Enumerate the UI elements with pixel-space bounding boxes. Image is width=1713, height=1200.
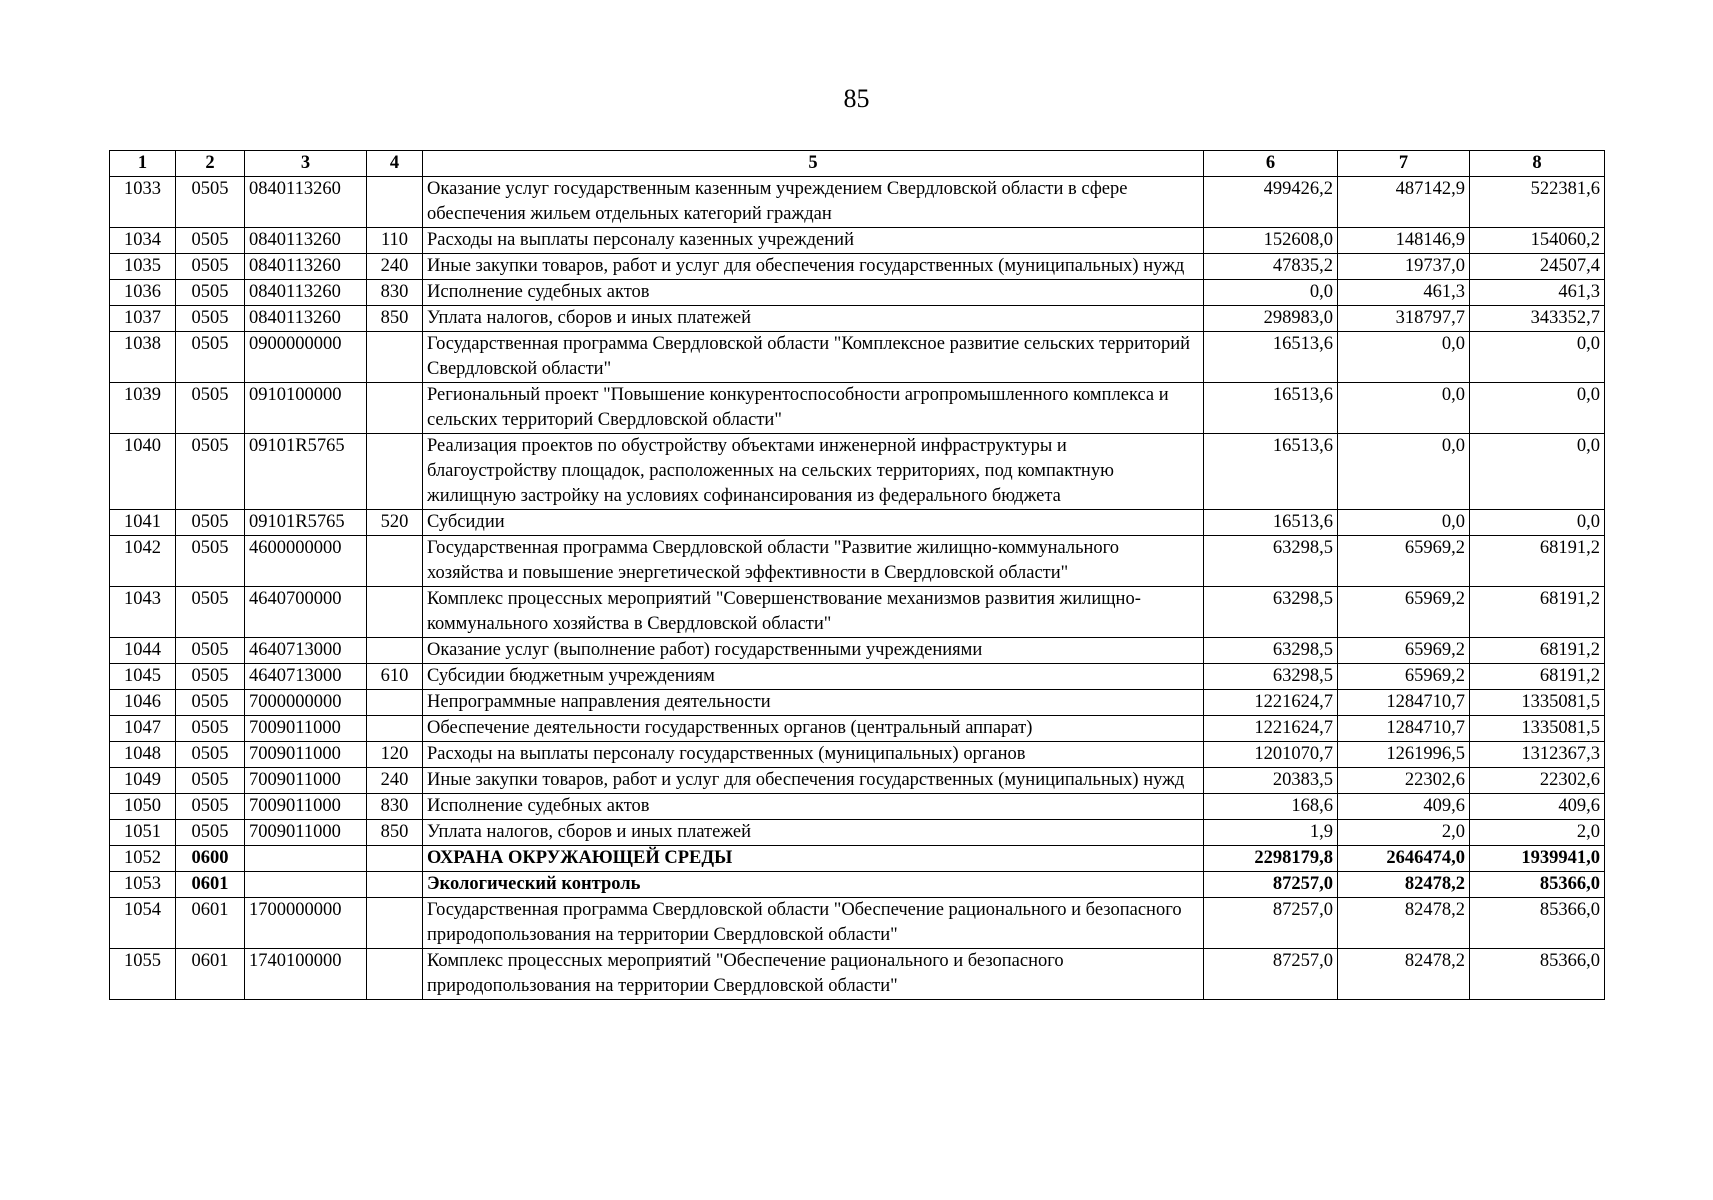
target-article-cell [245, 872, 367, 898]
expense-type-cell: 120 [367, 742, 423, 768]
expense-type-cell: 610 [367, 664, 423, 690]
amount-year1-cell: 168,6 [1204, 794, 1338, 820]
section-code-cell: 0505 [176, 254, 245, 280]
item-name-cell: Уплата налогов, сборов и иных платежей [423, 306, 1204, 332]
expense-type-cell [367, 690, 423, 716]
column-header: 5 [423, 151, 1204, 177]
section-code-cell: 0505 [176, 587, 245, 638]
column-header: 4 [367, 151, 423, 177]
target-article-cell: 09101R5765 [245, 510, 367, 536]
amount-year1-cell: 499426,2 [1204, 177, 1338, 228]
amount-year1-cell: 2298179,8 [1204, 846, 1338, 872]
expense-type-cell [367, 846, 423, 872]
expense-type-cell [367, 638, 423, 664]
amount-year3-cell: 85366,0 [1470, 949, 1605, 1000]
expense-type-cell [367, 949, 423, 1000]
column-header: 7 [1338, 151, 1470, 177]
section-code-cell: 0505 [176, 664, 245, 690]
target-article-cell: 0910100000 [245, 383, 367, 434]
target-article-cell: 0840113260 [245, 280, 367, 306]
table-row [110, 690, 1605, 716]
header-row [110, 151, 1605, 177]
item-name-cell: Непрограммные направления деятельности [423, 690, 1204, 716]
section-code-cell: 0505 [176, 510, 245, 536]
amount-year3-cell: 0,0 [1470, 434, 1605, 510]
row-number-cell: 1037 [110, 306, 176, 332]
amount-year1-cell: 16513,6 [1204, 383, 1338, 434]
item-name-cell: Государственная программа Свердловской области "Обеспечение рационального и безопасного природопользования на территории Свердловской области" [423, 898, 1204, 949]
page-number: 85 [843, 84, 870, 113]
row-number-cell: 1045 [110, 664, 176, 690]
amount-year1-cell: 87257,0 [1204, 949, 1338, 1000]
row-number-cell: 1055 [110, 949, 176, 1000]
amount-year2-cell: 65969,2 [1338, 664, 1470, 690]
row-number-cell: 1049 [110, 768, 176, 794]
amount-year3-cell: 461,3 [1470, 280, 1605, 306]
amount-year2-cell: 487142,9 [1338, 177, 1470, 228]
section-code-cell: 0505 [176, 280, 245, 306]
section-code-cell: 0505 [176, 716, 245, 742]
section-code-cell: 0600 [176, 846, 245, 872]
expense-type-cell [367, 587, 423, 638]
expense-type-cell [367, 872, 423, 898]
item-name-cell: Реализация проектов по обустройству объектами инженерной инфраструктуры и благоустройству площадок, расположенных на сельских территориях, под компактную жилищную застройку на условиях софинансирования из федерального бюджета [423, 434, 1204, 510]
amount-year3-cell: 0,0 [1470, 383, 1605, 434]
amount-year3-cell: 1939941,0 [1470, 846, 1605, 872]
item-name-cell: Комплекс процессных мероприятий "Обеспечение рационального и безопасного природопользования на территории Свердловской области" [423, 949, 1204, 1000]
target-article-cell: 1740100000 [245, 949, 367, 1000]
section-code-cell: 0601 [176, 949, 245, 1000]
table-row [110, 742, 1605, 768]
amount-year2-cell: 461,3 [1338, 280, 1470, 306]
row-number-cell: 1036 [110, 280, 176, 306]
row-number-cell: 1044 [110, 638, 176, 664]
target-article-cell: 4640713000 [245, 664, 367, 690]
row-number-cell: 1050 [110, 794, 176, 820]
amount-year3-cell: 85366,0 [1470, 872, 1605, 898]
column-header: 3 [245, 151, 367, 177]
target-article-cell: 7000000000 [245, 690, 367, 716]
amount-year3-cell: 24507,4 [1470, 254, 1605, 280]
amount-year3-cell: 0,0 [1470, 332, 1605, 383]
amount-year2-cell: 409,6 [1338, 794, 1470, 820]
item-name-cell: Региональный проект "Повышение конкурентоспособности агропромышленного комплекса и сельских территорий Свердловской области" [423, 383, 1204, 434]
amount-year1-cell: 298983,0 [1204, 306, 1338, 332]
target-article-cell: 4600000000 [245, 536, 367, 587]
target-article-cell: 7009011000 [245, 768, 367, 794]
row-number-cell: 1038 [110, 332, 176, 383]
expense-type-cell: 830 [367, 794, 423, 820]
row-number-cell: 1033 [110, 177, 176, 228]
table-row [110, 306, 1605, 332]
expense-type-cell: 850 [367, 306, 423, 332]
target-article-cell: 0840113260 [245, 228, 367, 254]
table-row [110, 638, 1605, 664]
table-row [110, 434, 1605, 510]
amount-year3-cell: 68191,2 [1470, 638, 1605, 664]
table-row [110, 280, 1605, 306]
amount-year2-cell: 1284710,7 [1338, 716, 1470, 742]
target-article-cell: 4640713000 [245, 638, 367, 664]
amount-year1-cell: 1221624,7 [1204, 716, 1338, 742]
amount-year2-cell: 2646474,0 [1338, 846, 1470, 872]
expense-type-cell: 830 [367, 280, 423, 306]
expense-type-cell [367, 898, 423, 949]
expense-type-cell [367, 383, 423, 434]
section-code-cell: 0505 [176, 690, 245, 716]
item-name-cell: Государственная программа Свердловской области "Развитие жилищно-коммунального хозяйства и повышение энергетической эффективности в Свердловской области" [423, 536, 1204, 587]
row-number-cell: 1054 [110, 898, 176, 949]
table-row [110, 587, 1605, 638]
expense-type-cell [367, 332, 423, 383]
column-header: 2 [176, 151, 245, 177]
target-article-cell: 0840113260 [245, 177, 367, 228]
section-code-cell: 0505 [176, 794, 245, 820]
table-row [110, 768, 1605, 794]
amount-year2-cell: 1261996,5 [1338, 742, 1470, 768]
row-number-cell: 1042 [110, 536, 176, 587]
row-number-cell: 1034 [110, 228, 176, 254]
table-row [110, 898, 1605, 949]
table-body [110, 177, 1605, 1000]
amount-year3-cell: 522381,6 [1470, 177, 1605, 228]
item-name-cell: Экологический контроль [423, 872, 1204, 898]
amount-year3-cell: 68191,2 [1470, 536, 1605, 587]
section-code-cell: 0505 [176, 228, 245, 254]
item-name-cell: Субсидии бюджетным учреждениям [423, 664, 1204, 690]
section-code-cell: 0601 [176, 898, 245, 949]
section-code-cell: 0505 [176, 768, 245, 794]
amount-year1-cell: 63298,5 [1204, 587, 1338, 638]
section-code-cell: 0505 [176, 383, 245, 434]
amount-year1-cell: 1221624,7 [1204, 690, 1338, 716]
item-name-cell: ОХРАНА ОКРУЖАЮЩЕЙ СРЕДЫ [423, 846, 1204, 872]
table-row [110, 228, 1605, 254]
target-article-cell: 1700000000 [245, 898, 367, 949]
amount-year2-cell: 0,0 [1338, 510, 1470, 536]
item-name-cell: Расходы на выплаты персоналу казенных учреждений [423, 228, 1204, 254]
target-article-cell: 0840113260 [245, 306, 367, 332]
table-row [110, 536, 1605, 587]
table-row [110, 510, 1605, 536]
table-row [110, 716, 1605, 742]
amount-year2-cell: 2,0 [1338, 820, 1470, 846]
section-code-cell: 0505 [176, 638, 245, 664]
item-name-cell: Иные закупки товаров, работ и услуг для обеспечения государственных (муниципальных) нужд [423, 254, 1204, 280]
item-name-cell: Исполнение судебных актов [423, 794, 1204, 820]
target-article-cell [245, 846, 367, 872]
item-name-cell: Расходы на выплаты персоналу государственных (муниципальных) органов [423, 742, 1204, 768]
amount-year2-cell: 0,0 [1338, 434, 1470, 510]
row-number-cell: 1048 [110, 742, 176, 768]
table-row [110, 332, 1605, 383]
amount-year3-cell: 409,6 [1470, 794, 1605, 820]
target-article-cell: 7009011000 [245, 794, 367, 820]
table-row [110, 177, 1605, 228]
expense-type-cell: 240 [367, 254, 423, 280]
amount-year3-cell: 85366,0 [1470, 898, 1605, 949]
table-row [110, 820, 1605, 846]
table-row [110, 846, 1605, 872]
amount-year3-cell: 343352,7 [1470, 306, 1605, 332]
row-number-cell: 1043 [110, 587, 176, 638]
amount-year2-cell: 65969,2 [1338, 587, 1470, 638]
amount-year1-cell: 63298,5 [1204, 638, 1338, 664]
target-article-cell: 7009011000 [245, 716, 367, 742]
amount-year1-cell: 47835,2 [1204, 254, 1338, 280]
amount-year3-cell: 68191,2 [1470, 664, 1605, 690]
amount-year2-cell: 1284710,7 [1338, 690, 1470, 716]
amount-year3-cell: 154060,2 [1470, 228, 1605, 254]
amount-year2-cell: 82478,2 [1338, 872, 1470, 898]
amount-year1-cell: 87257,0 [1204, 872, 1338, 898]
target-article-cell: 0840113260 [245, 254, 367, 280]
section-code-cell: 0505 [176, 820, 245, 846]
amount-year1-cell: 1,9 [1204, 820, 1338, 846]
target-article-cell: 7009011000 [245, 820, 367, 846]
amount-year1-cell: 87257,0 [1204, 898, 1338, 949]
expense-type-cell: 240 [367, 768, 423, 794]
section-code-cell: 0505 [176, 332, 245, 383]
expense-type-cell: 110 [367, 228, 423, 254]
row-number-cell: 1047 [110, 716, 176, 742]
amount-year1-cell: 63298,5 [1204, 536, 1338, 587]
amount-year1-cell: 152608,0 [1204, 228, 1338, 254]
amount-year2-cell: 0,0 [1338, 383, 1470, 434]
column-header: 8 [1470, 151, 1605, 177]
row-number-cell: 1039 [110, 383, 176, 434]
row-number-cell: 1040 [110, 434, 176, 510]
amount-year3-cell: 1335081,5 [1470, 716, 1605, 742]
section-code-cell: 0505 [176, 177, 245, 228]
table-row [110, 383, 1605, 434]
target-article-cell: 4640700000 [245, 587, 367, 638]
item-name-cell: Комплекс процессных мероприятий "Совершенствование механизмов развития жилищно-коммунального хозяйства в Свердловской области" [423, 587, 1204, 638]
amount-year1-cell: 63298,5 [1204, 664, 1338, 690]
amount-year2-cell: 19737,0 [1338, 254, 1470, 280]
amount-year1-cell: 16513,6 [1204, 332, 1338, 383]
expense-type-cell: 520 [367, 510, 423, 536]
row-number-cell: 1052 [110, 846, 176, 872]
item-name-cell: Иные закупки товаров, работ и услуг для обеспечения государственных (муниципальных) нужд [423, 768, 1204, 794]
expense-type-cell [367, 716, 423, 742]
item-name-cell: Оказание услуг (выполнение работ) государственными учреждениями [423, 638, 1204, 664]
amount-year2-cell: 148146,9 [1338, 228, 1470, 254]
amount-year1-cell: 0,0 [1204, 280, 1338, 306]
target-article-cell: 0900000000 [245, 332, 367, 383]
amount-year2-cell: 318797,7 [1338, 306, 1470, 332]
row-number-cell: 1053 [110, 872, 176, 898]
item-name-cell: Субсидии [423, 510, 1204, 536]
table-row [110, 254, 1605, 280]
expense-type-cell [367, 177, 423, 228]
expense-type-cell [367, 434, 423, 510]
table-row [110, 664, 1605, 690]
amount-year1-cell: 16513,6 [1204, 510, 1338, 536]
row-number-cell: 1035 [110, 254, 176, 280]
row-number-cell: 1041 [110, 510, 176, 536]
item-name-cell: Уплата налогов, сборов и иных платежей [423, 820, 1204, 846]
row-number-cell: 1046 [110, 690, 176, 716]
table-row [110, 949, 1605, 1000]
target-article-cell: 09101R5765 [245, 434, 367, 510]
amount-year2-cell: 82478,2 [1338, 949, 1470, 1000]
amount-year2-cell: 65969,2 [1338, 638, 1470, 664]
item-name-cell: Исполнение судебных актов [423, 280, 1204, 306]
table-row [110, 794, 1605, 820]
amount-year3-cell: 68191,2 [1470, 587, 1605, 638]
target-article-cell: 7009011000 [245, 742, 367, 768]
expense-type-cell [367, 536, 423, 587]
section-code-cell: 0505 [176, 306, 245, 332]
item-name-cell: Обеспечение деятельности государственных органов (центральный аппарат) [423, 716, 1204, 742]
item-name-cell: Оказание услуг государственным казенным учреждением Свердловской области в сфере обеспечения жильем отдельных категорий граждан [423, 177, 1204, 228]
amount-year2-cell: 82478,2 [1338, 898, 1470, 949]
row-number-cell: 1051 [110, 820, 176, 846]
section-code-cell: 0505 [176, 536, 245, 587]
section-code-cell: 0505 [176, 742, 245, 768]
expense-type-cell: 850 [367, 820, 423, 846]
amount-year3-cell: 1312367,3 [1470, 742, 1605, 768]
section-code-cell: 0601 [176, 872, 245, 898]
column-header: 6 [1204, 151, 1338, 177]
amount-year3-cell: 2,0 [1470, 820, 1605, 846]
amount-year1-cell: 20383,5 [1204, 768, 1338, 794]
budget-table [109, 150, 1605, 1000]
amount-year3-cell: 0,0 [1470, 510, 1605, 536]
column-header: 1 [110, 151, 176, 177]
amount-year2-cell: 65969,2 [1338, 536, 1470, 587]
amount-year3-cell: 22302,6 [1470, 768, 1605, 794]
table-row [110, 872, 1605, 898]
amount-year2-cell: 0,0 [1338, 332, 1470, 383]
amount-year2-cell: 22302,6 [1338, 768, 1470, 794]
amount-year3-cell: 1335081,5 [1470, 690, 1605, 716]
section-code-cell: 0505 [176, 434, 245, 510]
amount-year1-cell: 16513,6 [1204, 434, 1338, 510]
amount-year1-cell: 1201070,7 [1204, 742, 1338, 768]
item-name-cell: Государственная программа Свердловской области "Комплексное развитие сельских территорий Свердловской области" [423, 332, 1204, 383]
